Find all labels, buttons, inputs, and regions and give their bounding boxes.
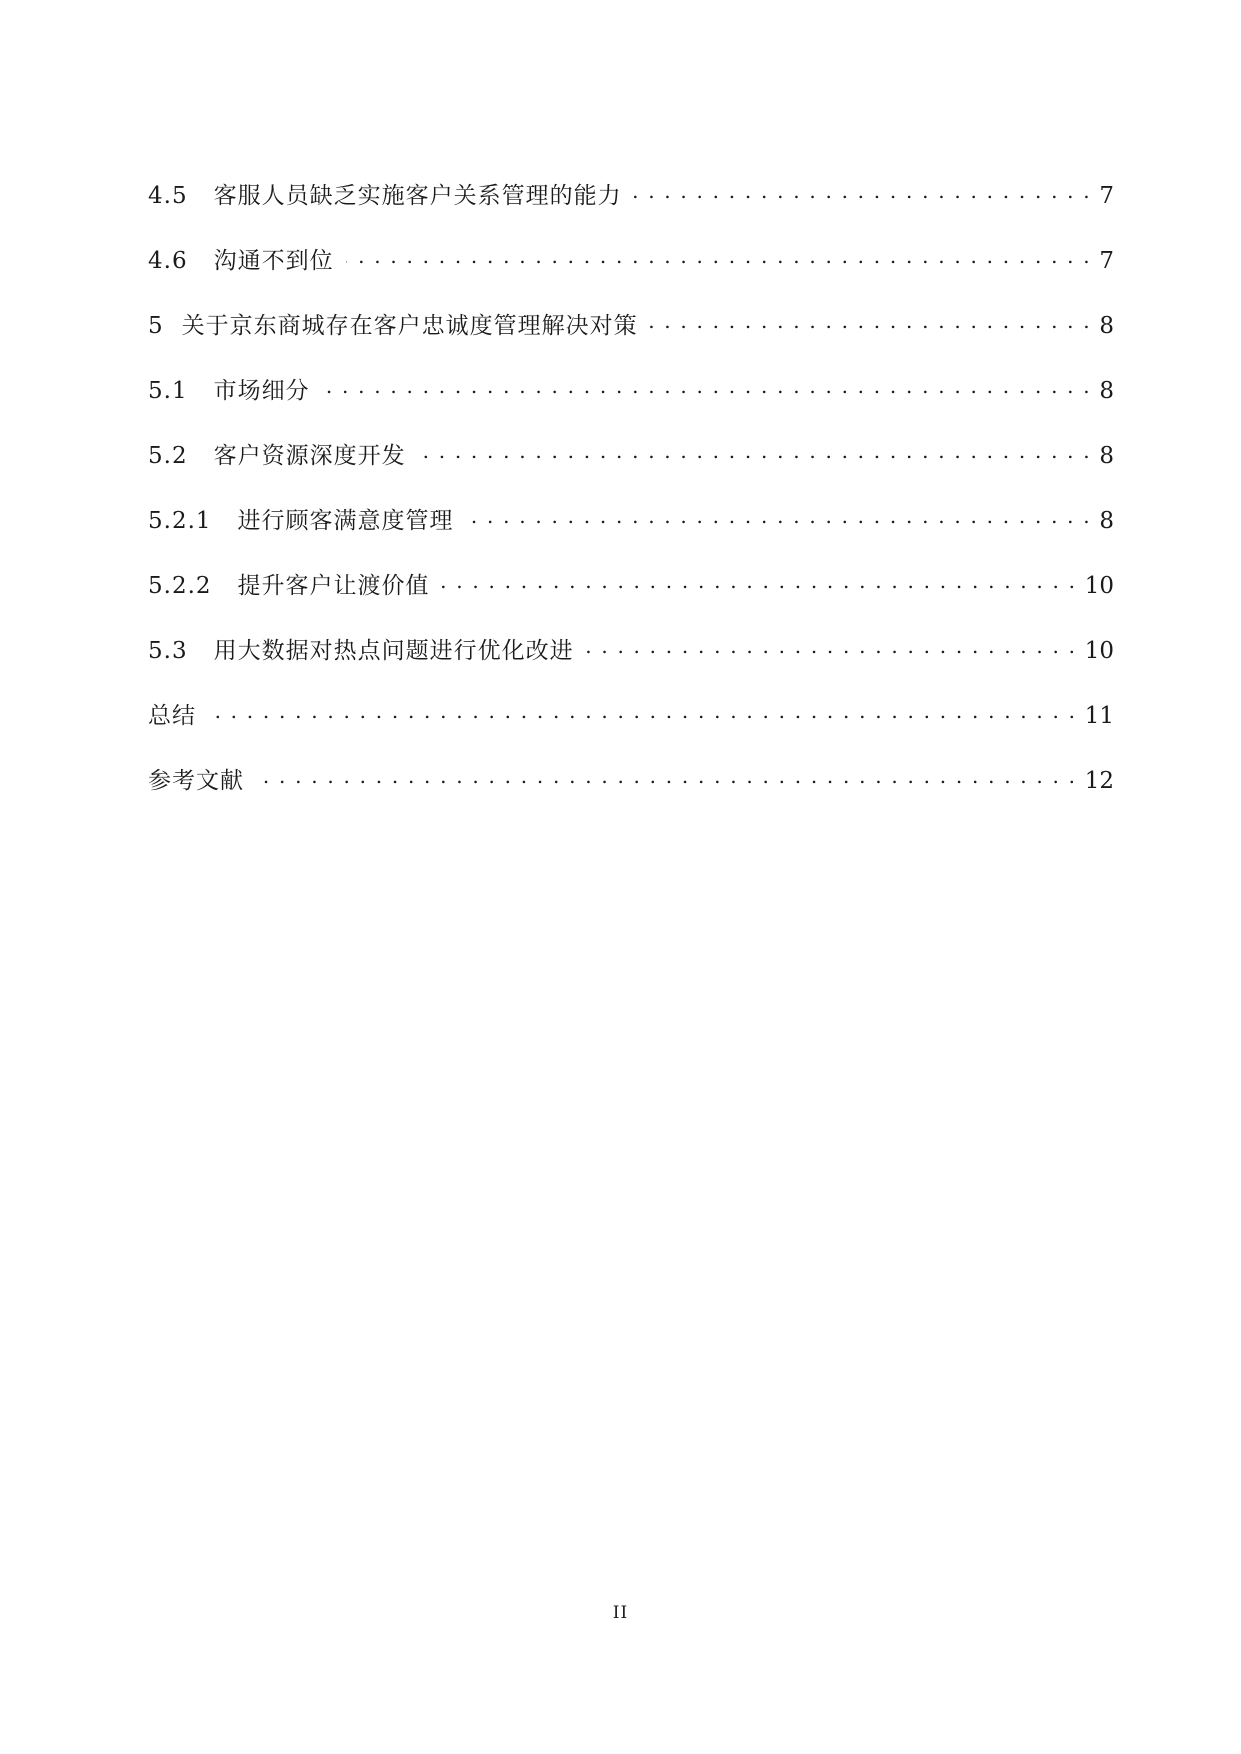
toc-entry-page: 8 xyxy=(1099,378,1114,404)
toc-entry-number: 4.6 xyxy=(148,248,188,274)
toc-entry-number: 5.3 xyxy=(148,638,188,664)
toc-entry-page: 12 xyxy=(1084,768,1114,794)
toc-dot-leader xyxy=(442,573,1077,593)
toc-dot-leader xyxy=(418,443,1092,463)
toc-entry-summary[interactable] xyxy=(148,701,1114,766)
toc-entry-5[interactable] xyxy=(148,311,1114,376)
toc-entry-5-1[interactable] xyxy=(148,376,1114,441)
toc-dot-leader xyxy=(466,508,1092,528)
toc-entry-title: 提升客户让渡价值 xyxy=(237,573,430,599)
toc-entry-number: 5.2.2 xyxy=(148,573,212,599)
toc-entry-number: 4.5 xyxy=(148,183,188,209)
toc-entry-title: 沟通不到位 xyxy=(213,248,334,274)
toc-entry-5-2-1[interactable] xyxy=(148,506,1114,571)
toc-entry-page: 7 xyxy=(1099,248,1114,274)
toc-entry-title: 客服人员缺乏实施客户关系管理的能力 xyxy=(213,183,622,209)
toc-dot-leader xyxy=(634,183,1092,203)
toc-dot-leader xyxy=(346,248,1092,268)
toc-entry-title: 参考文献 xyxy=(148,768,244,794)
toc-entry-title: 客户资源深度开发 xyxy=(213,443,406,469)
toc-entry-title: 进行顾客满意度管理 xyxy=(237,508,454,534)
toc-entry-title: 市场细分 xyxy=(213,378,310,404)
toc-entry-page: 8 xyxy=(1099,313,1114,339)
toc-entry-number: 5.1 xyxy=(148,378,188,404)
toc-entry-number: 5 xyxy=(148,313,164,339)
toc-entry-number: 5.2.1 xyxy=(148,508,212,534)
toc-entry-4-6[interactable] xyxy=(148,246,1114,311)
toc-entry-page: 8 xyxy=(1099,443,1114,469)
toc-entry-4-5[interactable] xyxy=(148,181,1114,246)
toc-entry-5-2-2[interactable] xyxy=(148,571,1114,636)
toc-dot-leader xyxy=(208,703,1077,723)
toc-entry-page: 10 xyxy=(1084,573,1114,599)
toc-entry-title: 关于京东商城存在客户忠诚度管理解决对策 xyxy=(181,313,638,339)
toc-dot-leader xyxy=(650,313,1092,333)
toc-entry-5-3[interactable] xyxy=(148,636,1114,701)
toc-entry-title: 总结 xyxy=(148,703,196,729)
toc-dot-leader xyxy=(256,768,1077,788)
toc-entry-page: 10 xyxy=(1084,638,1114,664)
toc-dot-leader xyxy=(322,378,1092,398)
toc-entry-number: 5.2 xyxy=(148,443,188,469)
toc-dot-leader xyxy=(586,638,1077,658)
table-of-contents xyxy=(148,181,1114,831)
toc-entry-page: 8 xyxy=(1099,508,1114,534)
toc-entry-page: 7 xyxy=(1099,183,1114,209)
page-number: II xyxy=(612,1603,629,1623)
toc-entry-5-2[interactable] xyxy=(148,441,1114,506)
toc-entry-references[interactable] xyxy=(148,766,1114,831)
toc-entry-page: 11 xyxy=(1084,703,1114,729)
toc-entry-title: 用大数据对热点问题进行优化改进 xyxy=(213,638,574,664)
